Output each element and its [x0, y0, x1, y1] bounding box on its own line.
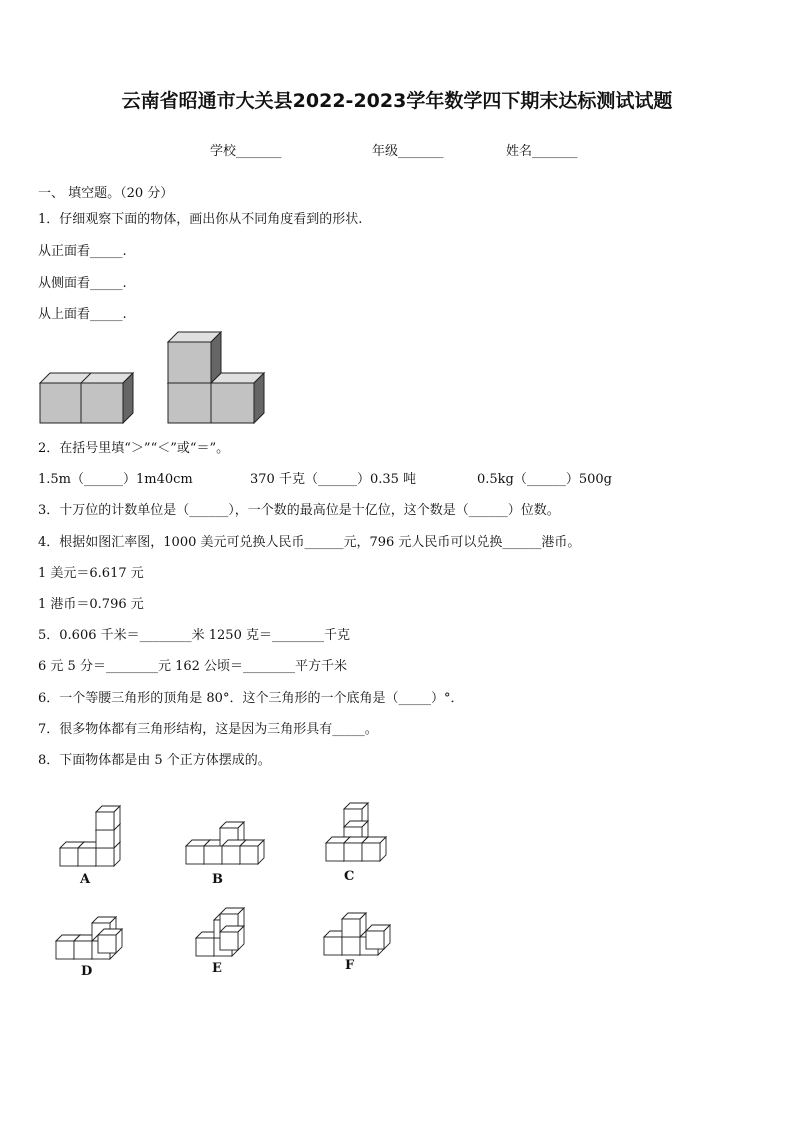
- question-4: 4．根据如图汇率图，1000 美元可兑换人民币______元，796 元人民币可以兑换______港币。: [38, 535, 581, 550]
- section-heading: 一、 填空题。（20 分）: [38, 186, 174, 201]
- q2-item-c[interactable]: 0.5kg（______）500g: [477, 472, 613, 487]
- figure-c: [326, 803, 386, 861]
- figure-a: [60, 806, 120, 866]
- figure-label-a: A: [80, 872, 91, 887]
- figure-label-c: C: [344, 869, 355, 884]
- figure-label-b: B: [212, 872, 223, 887]
- grade-field[interactable]: 年级_______: [372, 144, 444, 159]
- figure-f: [324, 913, 390, 955]
- figure-label-f: F: [345, 958, 355, 973]
- question-3: 3．十万位的计数单位是（______），一个数的最高位是十亿位，这个数是（______）位数。: [38, 503, 560, 518]
- q4-rate-usd: 1 美元＝6.617 元: [38, 566, 144, 581]
- question-5b: 6 元 5 分＝________元 162 公顷＝________平方千米: [38, 659, 348, 674]
- question-8: 8．下面物体都是由 5 个正方体摆成的。: [38, 753, 271, 768]
- question-5a: 5．0.606 千米＝________米 1250 克＝________千克: [38, 628, 350, 643]
- question-1: 1．仔细观察下面的物体，画出你从不同角度看到的形状.: [38, 212, 363, 227]
- figure-b: [186, 822, 264, 864]
- school-field[interactable]: 学校_______: [210, 144, 282, 159]
- figure-label-e: E: [212, 961, 222, 976]
- figure-d: [56, 917, 122, 959]
- name-field[interactable]: 姓名_______: [506, 144, 578, 159]
- q2-item-a[interactable]: 1.5m（______）1m40cm: [38, 472, 193, 487]
- q2-item-b[interactable]: 370 千克（______）0.35 吨: [250, 472, 417, 487]
- question-7: 7．很多物体都有三角形结构，这是因为三角形具有_____。: [38, 722, 378, 737]
- question-2: 2．在括号里填“＞”“＜”或“＝”。: [38, 441, 230, 456]
- q1-top-view: 从上面看_____.: [38, 307, 127, 322]
- question-6: 6．一个等腰三角形的顶角是 80°．这个三角形的一个底角是（_____）°．: [38, 691, 464, 706]
- q1-side-view: 从侧面看_____.: [38, 276, 127, 291]
- q1-front-view: 从正面看_____.: [38, 244, 127, 259]
- figure-label-d: D: [81, 964, 93, 979]
- figure-e: [196, 908, 244, 956]
- q4-rate-hkd: 1 港币＝0.796 元: [38, 597, 144, 612]
- page-title: 云南省昭通市大关县2022-2023学年数学四下期末达标测试试题: [121, 90, 673, 112]
